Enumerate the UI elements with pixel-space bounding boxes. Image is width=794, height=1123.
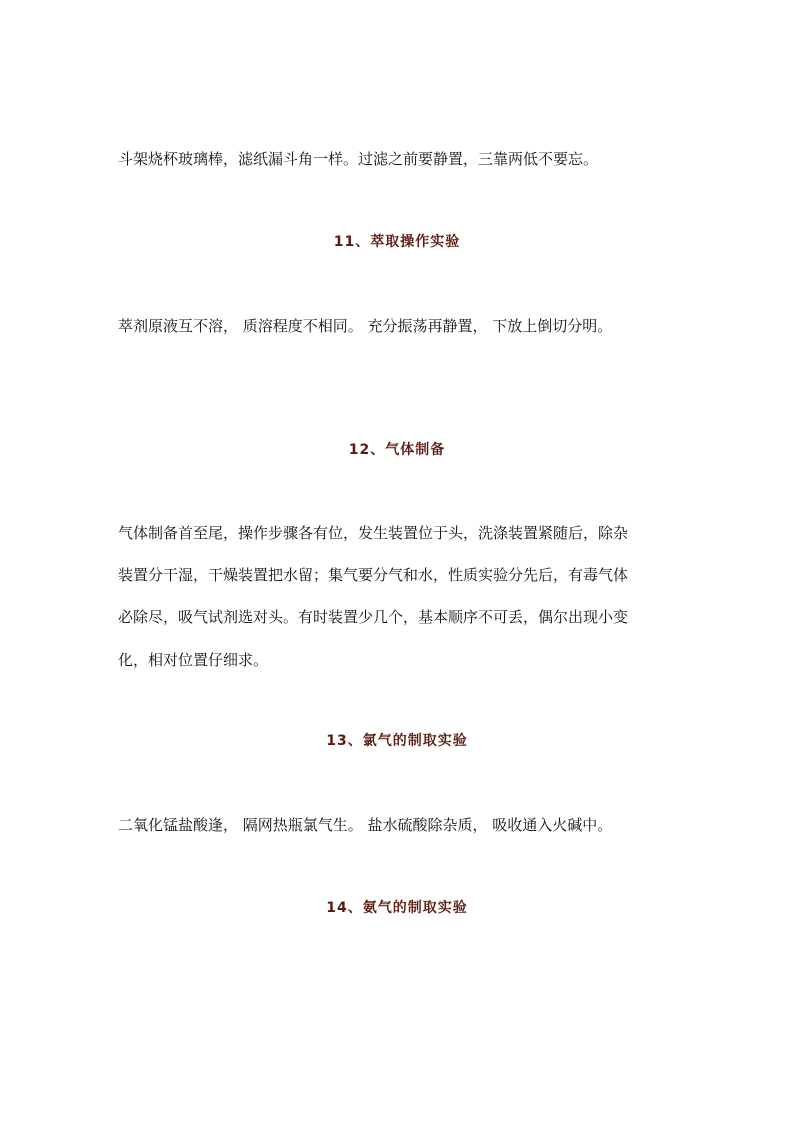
heading-extraction: 11、萃取操作实验 [333,234,461,250]
heading-ammonia: 14、氨气的制取实验 [326,900,468,916]
heading-gas-prep: 12、气体制备 [348,442,446,458]
paragraph-filter: 斗架烧杯玻璃棒，滤纸漏斗角一样。过滤之前要静置，三靠两低不要忘。 [118,150,599,168]
paragraph-line: 必除尽，吸气试剂选对头。有时装置少几个，基本顺序不可丢，偶尔出现小变 [118,608,629,626]
paragraph-line: 气体制备首至尾，操作步骤各有位，发生装置位于头，洗涤装置紧随后，除杂 [118,524,629,542]
paragraph-extraction: 萃剂原液互不溶， 质溶程度不相同。 充分振荡再静置， 下放上倒切分明。 [118,317,613,335]
paragraph-line: 化，相对位置仔细求。 [118,651,269,669]
paragraph-line: 装置分干湿，干燥装置把水留；集气要分气和水，性质实验分先后，有毒气体 [118,566,629,584]
paragraph-chlorine: 二氧化锰盐酸逢， 隔网热瓶氯气生。 盐水硫酸除杂质， 吸收通入火碱中。 [118,816,613,834]
heading-chlorine: 13、氯气的制取实验 [326,733,468,749]
